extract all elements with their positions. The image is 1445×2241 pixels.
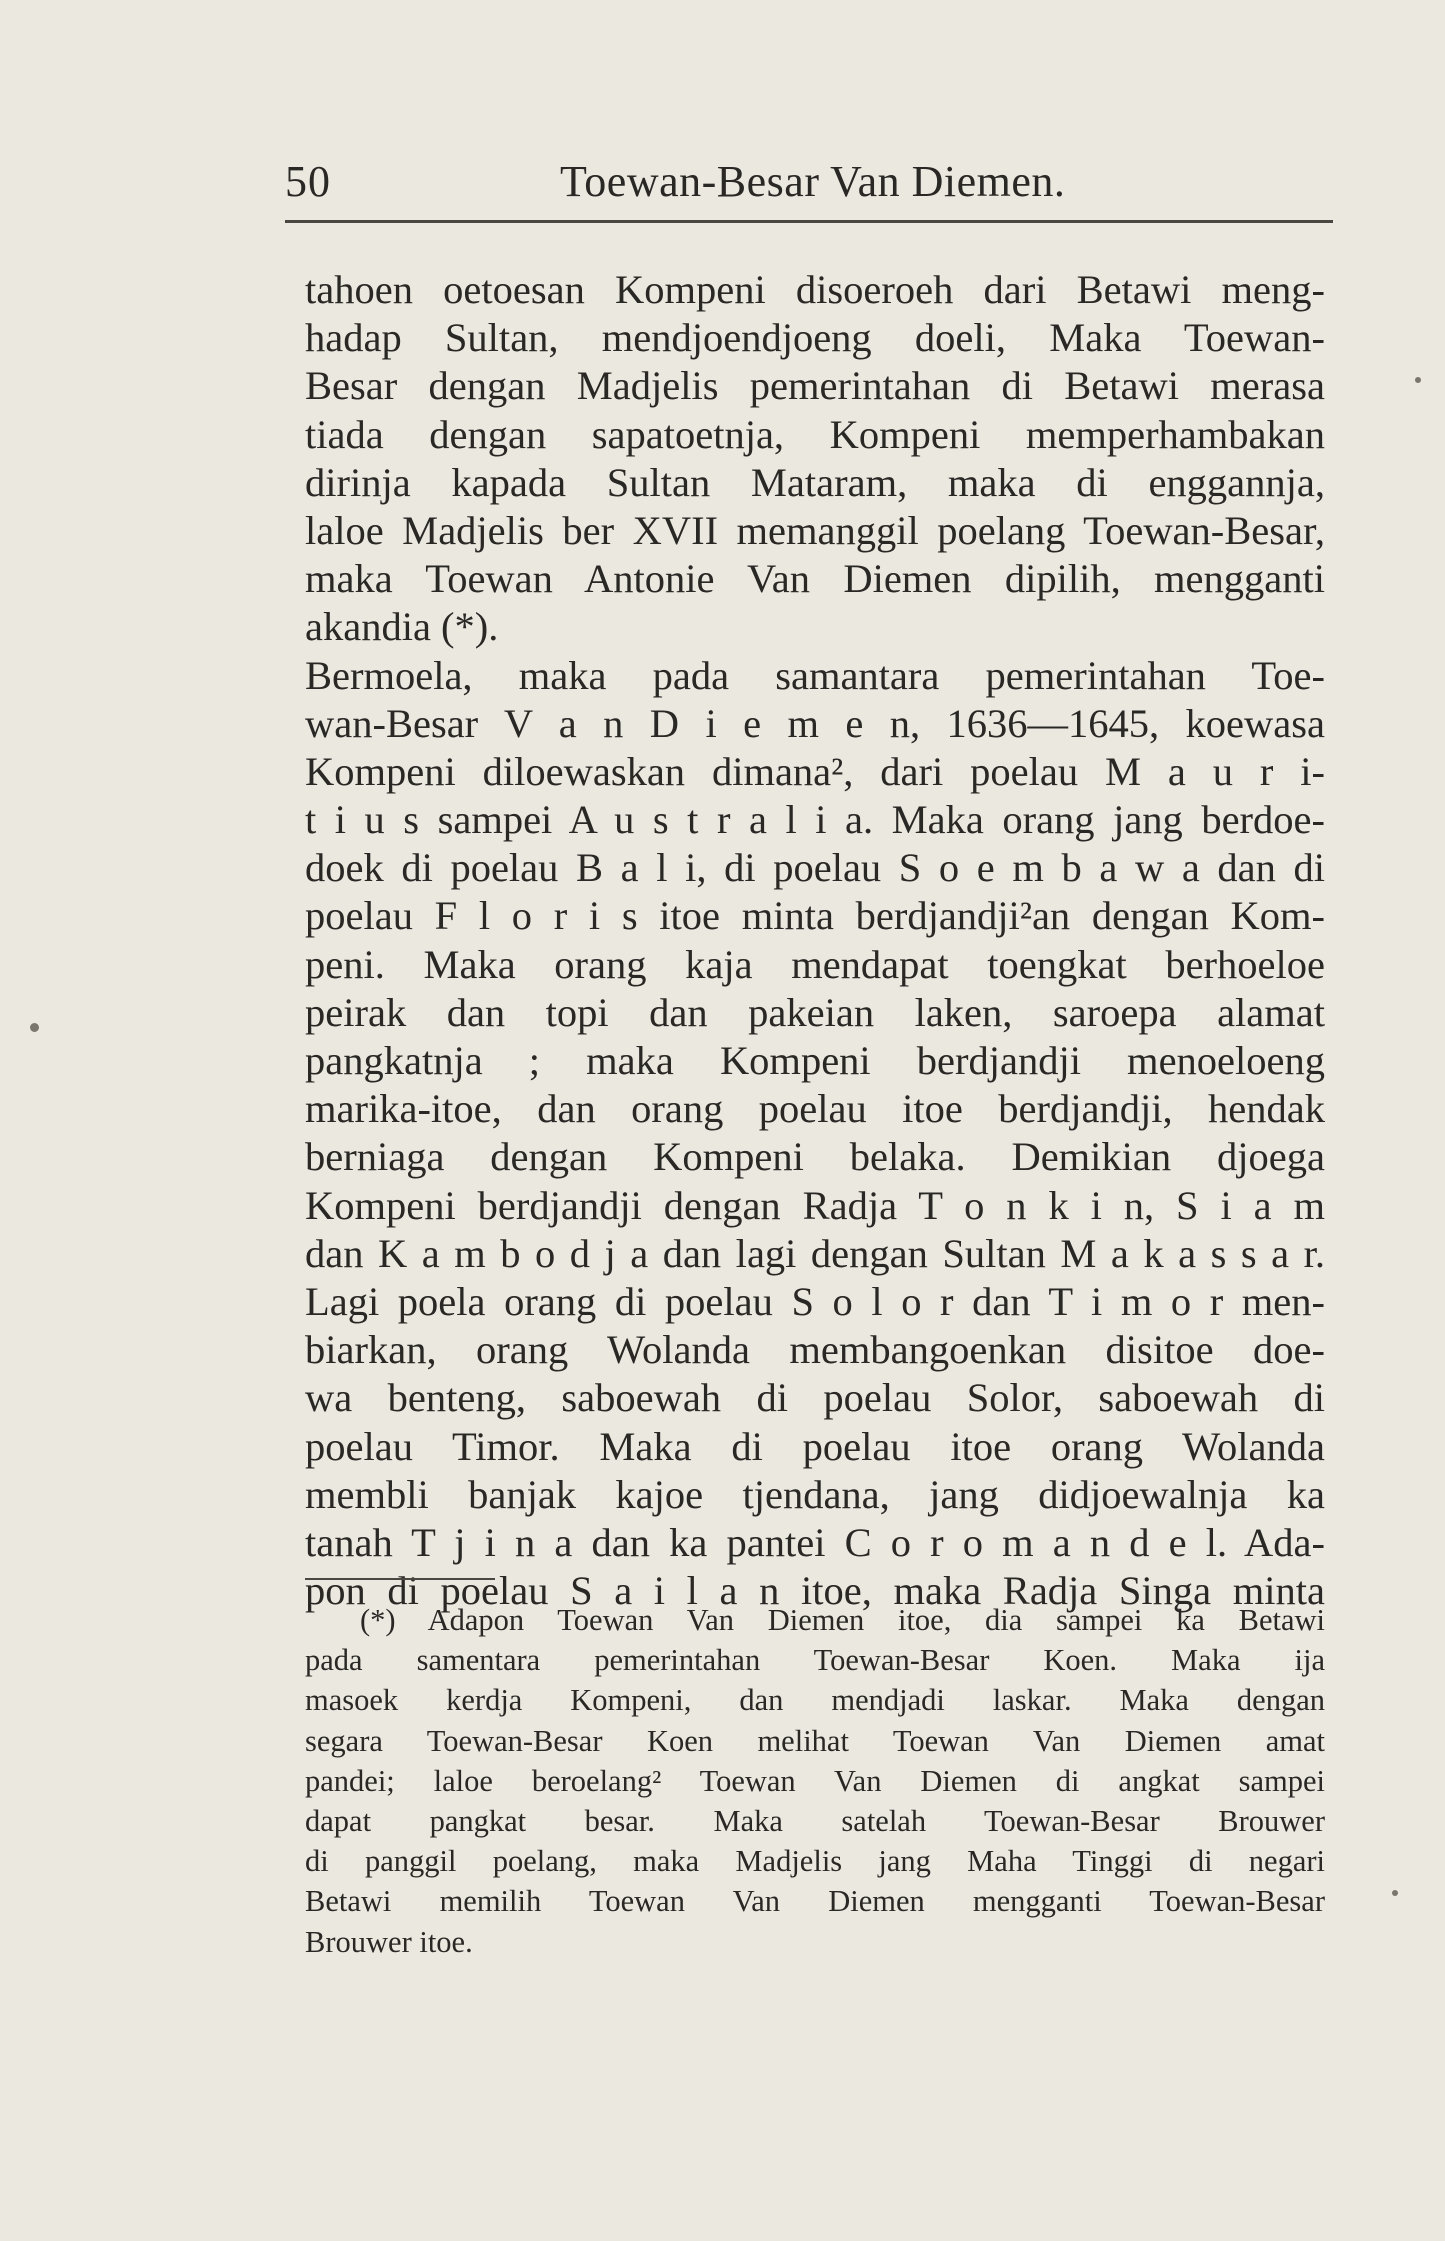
text-line: tahoen oetoesan Kompeni disoeroeh dari Betawi meng- xyxy=(305,267,1325,312)
text-line: doek di poelau B a l i, di poelau S o e m b a w a dan di xyxy=(305,845,1325,891)
text-line: tanah T j i n a dan ka pantei C o r o m a n d e l. Ada- xyxy=(305,1519,1325,1565)
text-line: Besar dengan Madjelis pemerintahan di Betawi merasa xyxy=(305,363,1325,409)
footnote-line: pada samentara pemerintahan Toewan-Besar Koen. Maka ija xyxy=(305,1643,1325,1678)
text-line: akandia (*). xyxy=(305,604,499,650)
footnote-line: dapat pangkat besar. Maka satelah Toewan-Besar Brouwer xyxy=(305,1803,1325,1838)
page-header xyxy=(285,152,1330,212)
main-text xyxy=(305,266,1325,1615)
footnote-rule xyxy=(305,1578,495,1580)
text-line: Lagi poela orang di poelau S o l o r dan T i m o r men- xyxy=(305,1278,1325,1324)
text-line: peni. Maka orang kaja mendapat toengkat berhoeloe xyxy=(305,941,1325,987)
text-line: Kompeni berdjandji dengan Radja T o n k i n, S i a m xyxy=(305,1182,1325,1228)
paper-speck xyxy=(30,1023,39,1032)
paper-speck xyxy=(1415,377,1421,383)
text-line: pon di poelau S a i l a n itoe, maka Radja Singa minta xyxy=(305,1568,1325,1614)
text-line: poelau F l o r i s itoe minta berdjandji²an dengan Kom- xyxy=(305,893,1325,939)
footnote-line: di panggil poelang, maka Madjelis jang Maha Tinggi di negari xyxy=(305,1844,1325,1879)
text-line: dan K a m b o d j a dan lagi dengan Sultan M a k a s s a r. xyxy=(305,1230,1325,1276)
text-line: membli banjak kajoe tjendana, jang didjoewalnja ka xyxy=(305,1471,1325,1517)
text-line: dirinja kapada Sultan Mataram, maka di enggannja, xyxy=(305,459,1325,505)
text-line: laloe Madjelis ber XVII memanggil poelang Toewan-Besar, xyxy=(305,507,1325,553)
text-line: poelau Timor. Maka di poelau itoe orang Wolanda xyxy=(305,1423,1325,1469)
text-line: t i u s sampei A u s t r a l i a. Maka orang jang berdoe- xyxy=(305,797,1325,843)
footnote-line: Brouwer itoe. xyxy=(305,1924,473,1959)
footnote-line: segara Toewan-Besar Koen melihat Toewan Van Diemen amat xyxy=(305,1723,1325,1758)
paper-speck xyxy=(1392,1890,1398,1896)
header-rule xyxy=(285,220,1333,223)
text-line: hadap Sultan, mendjoendjoeng doeli, Maka Toewan- xyxy=(305,315,1325,361)
text-line: peirak dan topi dan pakeian laken, saroepa alamat xyxy=(305,989,1325,1035)
text-line: tiada dengan sapatoetnja, Kompeni memperhambakan xyxy=(305,411,1325,457)
footnote xyxy=(305,1600,1325,1962)
running-title: Toewan-Besar Van Diemen. xyxy=(560,157,1066,206)
text-line: Bermoela, maka pada samantara pemerintahan Toe- xyxy=(305,652,1325,698)
footnote-line: Betawi memilih Toewan Van Diemen mengganti Toewan-Besar xyxy=(305,1884,1325,1919)
text-line: maka Toewan Antonie Van Diemen dipilih, mengganti xyxy=(305,556,1325,602)
footnote-line: (*) Adapon Toewan Van Diemen itoe, dia sampei ka Betawi xyxy=(360,1603,1325,1637)
text-line: wa benteng, saboewah di poelau Solor, saboewah di xyxy=(305,1375,1325,1421)
text-line: Kompeni diloewaskan dimana², dari poelau M a u r i- xyxy=(305,748,1325,794)
footnote-line: masoek kerdja Kompeni, dan mendjadi laskar. Maka dengan xyxy=(305,1683,1325,1718)
footnote-line: pandei; laloe beroelang² Toewan Van Diemen di angkat sampei xyxy=(305,1763,1325,1798)
text-line: biarkan, orang Wolanda membangoenkan disitoe doe- xyxy=(305,1327,1325,1373)
page-number: 50 xyxy=(285,157,331,206)
text-line: pangkatnja ; maka Kompeni berdjandji menoeloeng xyxy=(305,1038,1325,1083)
text-line: marika-itoe, dan orang poelau itoe berdjandji, hendak xyxy=(305,1086,1325,1132)
text-line: berniaga dengan Kompeni belaka. Demikian djoega xyxy=(305,1134,1325,1180)
text-line: wan-Besar V a n D i e m e n, 1636—1645, koewasa xyxy=(305,700,1325,746)
